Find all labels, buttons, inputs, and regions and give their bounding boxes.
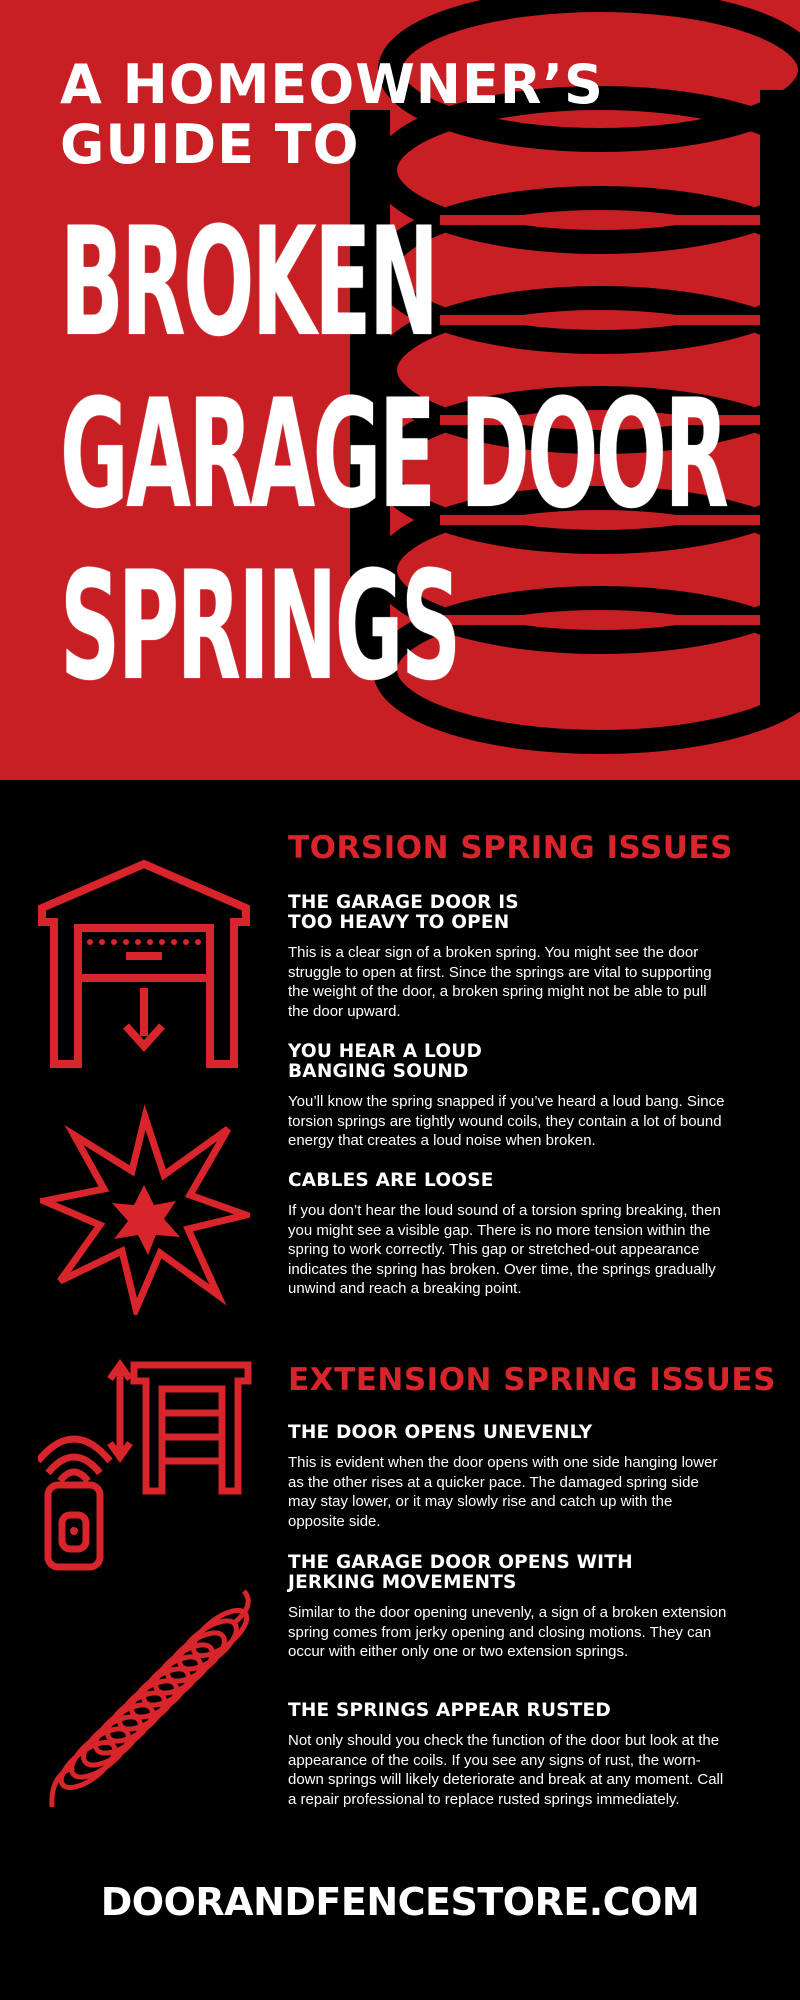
item-title: YOU HEAR A LOUD BANGING SOUND	[288, 1041, 483, 1082]
item-text: This is evident when the door opens with one side hanging lower as the other rises at a quicker pace. The damaged spring side may stay lower, or it may slowly rise and catch up with the opposite side.	[288, 1454, 718, 1530]
subtitle-line-2: GUIDE TO	[60, 113, 360, 176]
item-title: THE GARAGE DOOR IS TOO HEAVY TO OPEN	[288, 892, 519, 933]
main-title	[60, 197, 760, 713]
item-text: Similar to the door opening unevenly, a sign of a broken extension spring comes from jerky opening and closing motions. They can occur with either only one or two extension springs.	[288, 1604, 727, 1660]
hero-banner	[0, 0, 800, 780]
hero-title-block	[60, 55, 760, 713]
item-title: THE GARAGE DOOR OPENS WITH JERKING MOVEMENTS	[288, 1552, 633, 1593]
title-line-1: BROKEN	[60, 196, 437, 370]
extension-item	[288, 1423, 728, 1531]
item-title: THE SPRINGS APPEAR RUSTED	[288, 1700, 611, 1721]
item-title: CABLES ARE LOOSE	[288, 1170, 494, 1191]
torsion-item	[288, 893, 728, 1021]
item-text: Not only should you check the function of the door but look at the appearance of the coils. If you see any signs of rust, the worn-down springs will likely deteriorate and break at any moment. Call a repair professional to replace rusted springs immediately.	[288, 1732, 724, 1808]
extension-item	[288, 1701, 728, 1809]
item-text: You’ll know the spring snapped if you’ve heard a loud bang. Since torsion springs are tightly wound coils, they contain a lot of bound energy that creates a loud noise when broken.	[288, 1093, 725, 1149]
explosion-icon	[40, 1105, 250, 1315]
garage-door-closing-icon	[38, 858, 250, 1070]
torsion-item	[288, 1171, 728, 1299]
item-text: This is a clear sign of a broken spring. You might see the door struggle to open at first. Since the springs are vital to supporting the weight of the door, a broken spring might not be able to pull the door upward.	[288, 944, 712, 1020]
extension-section-heading: EXTENSION SPRING ISSUES	[288, 1362, 776, 1398]
title-line-2: GARAGE DOOR	[60, 368, 727, 542]
coil-spring-icon	[48, 1585, 260, 1815]
item-text: If you don’t hear the loud sound of a torsion spring breaking, then you might see a visible gap. There is no more tension within the spring to work correctly. This gap or stretched-out appearance indicates the spring has broken. Over time, the springs gradually unwind and reach a breaking point.	[288, 1202, 721, 1297]
extension-item	[288, 1553, 728, 1662]
item-title: THE DOOR OPENS UNEVENLY	[288, 1422, 593, 1443]
website-url: DOORANDFENCESTORE.COM	[100, 1880, 700, 1924]
garage-remote-icon	[38, 1355, 260, 1577]
subtitle-line-1: A HOMEOWNER’S	[60, 53, 604, 116]
torsion-item	[288, 1042, 728, 1151]
title-line-3: SPRINGS	[60, 540, 459, 714]
torsion-section-heading: TORSION SPRING ISSUES	[288, 830, 733, 866]
